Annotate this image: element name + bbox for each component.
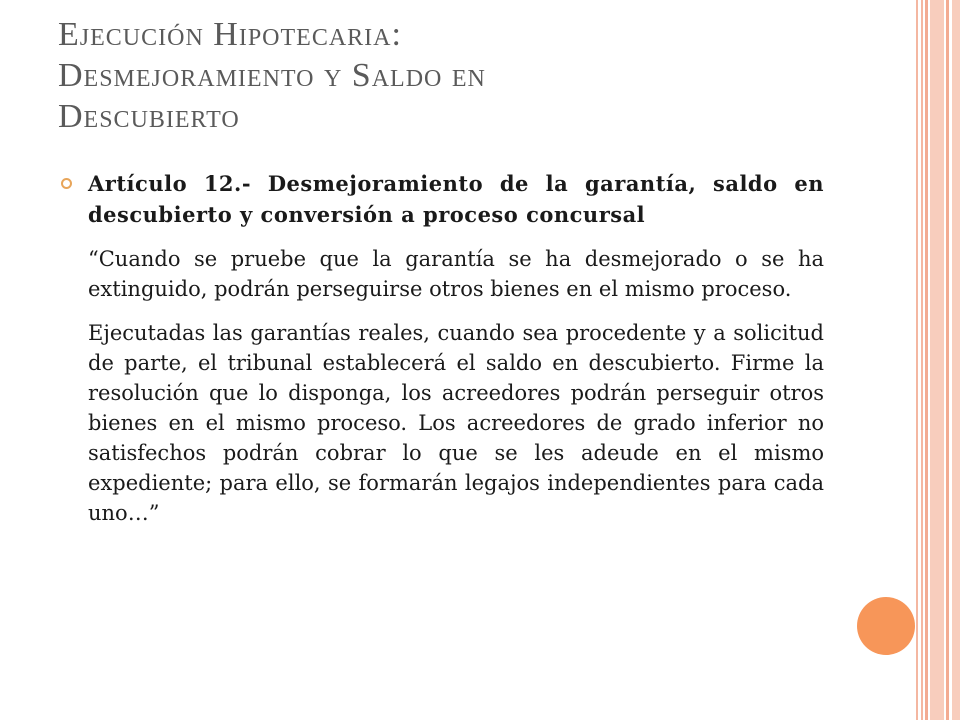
slide-body bbox=[88, 168, 824, 542]
stripe bbox=[930, 0, 944, 720]
article-paragraph: Ejecutadas las garantías reales, cuando sea procedente y a solicitud de parte, el tribunal establecerá el saldo en descubierto. Firme la resolución que lo disponga, los acreedores podrán perseguir otros bienes en el mismo proceso. Los acreedores de grado inferior no satisfechos podrán cobrar lo que se les adeude en el mismo expediente; para ello, se formarán legajos independientes para cada uno…” bbox=[88, 321, 824, 525]
article-heading: Artículo 12.- Desmejoramiento de la garantía, saldo en descubierto y conversión a proceso concursal bbox=[88, 171, 824, 227]
slide-title bbox=[58, 14, 878, 137]
title-line: Descubierto bbox=[58, 98, 240, 135]
stripe bbox=[925, 0, 928, 720]
title-line: Ejecución Hipotecaria: bbox=[58, 16, 402, 53]
title-line: Desmejoramiento y Saldo en bbox=[58, 57, 486, 94]
article-paragraph: “Cuando se pruebe que la garantía se ha desmejorado o se ha extinguido, podrán perseguirse otros bienes en el mismo proceso. bbox=[88, 247, 824, 301]
decorative-circle bbox=[857, 597, 915, 655]
decorative-stripes bbox=[916, 0, 960, 720]
stripe bbox=[946, 0, 949, 720]
circle-bullet-icon bbox=[61, 178, 72, 189]
stripe bbox=[916, 0, 918, 720]
stripe bbox=[921, 0, 923, 720]
stripe bbox=[952, 0, 960, 720]
